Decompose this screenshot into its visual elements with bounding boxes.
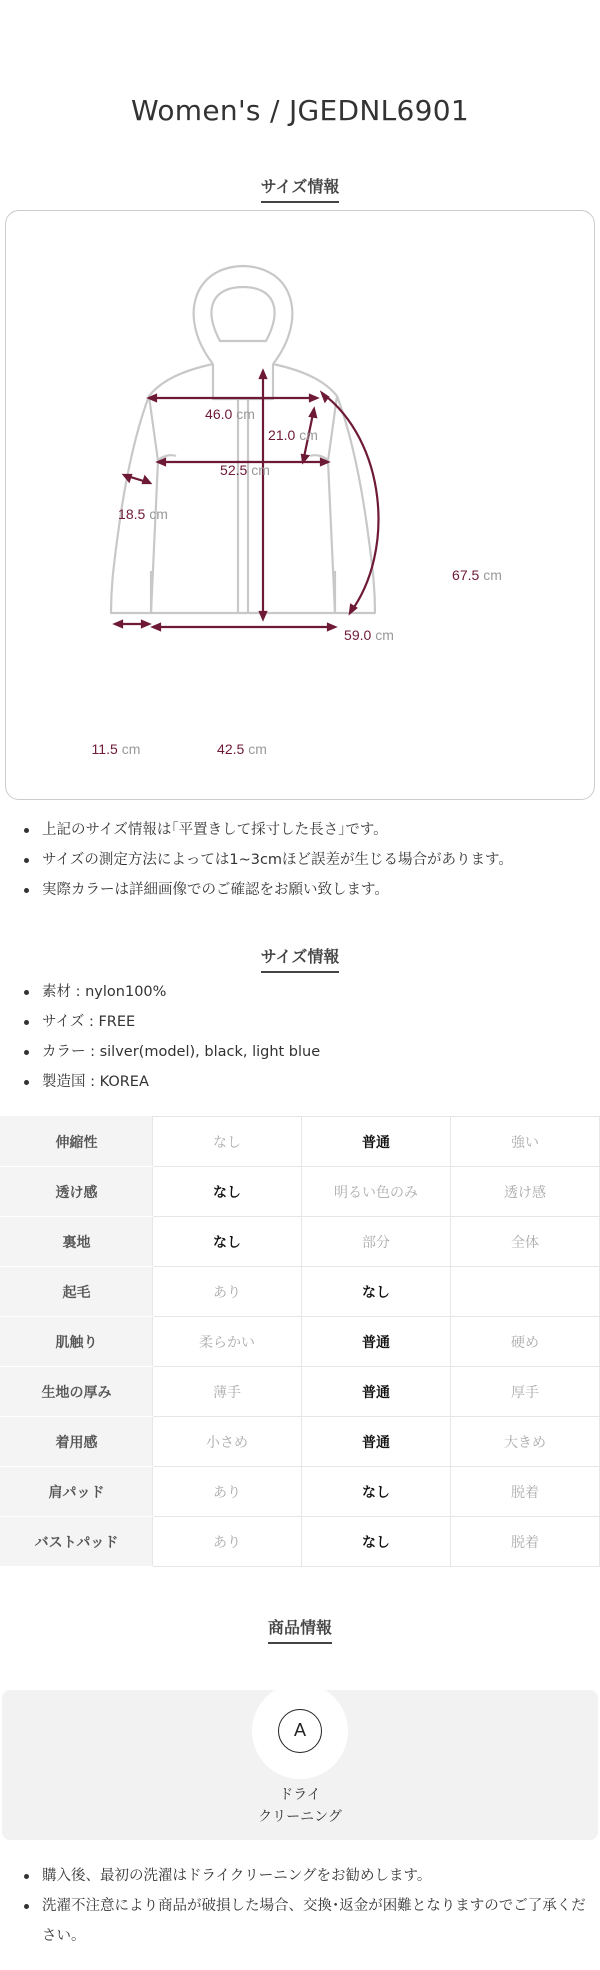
- spec-row-label: 透け感: [1, 1167, 153, 1217]
- material-item: カラー : silver(model), black, light blue: [16, 1037, 586, 1067]
- spec-option: あり: [153, 1517, 302, 1567]
- spec-row-label: 裏地: [1, 1217, 153, 1267]
- arrow-head: [260, 612, 266, 619]
- spec-option: 脱着: [451, 1517, 600, 1567]
- care-note: 洗濯不注意により商品が破損した場合、交換･返金が困難となりますのでご了承ください。: [16, 1891, 586, 1951]
- material-item: サイズ : FREE: [16, 1007, 586, 1037]
- spec-option: 硬め: [451, 1317, 600, 1367]
- spec-option: あり: [153, 1267, 302, 1317]
- care-label: ドライ クリーニング: [258, 1787, 342, 1825]
- spec-option-selected: なし: [302, 1267, 451, 1317]
- page-title: Women's / JGEDNL6901: [131, 94, 469, 127]
- arrow-head: [153, 624, 160, 630]
- size-note: サイズの測定方法によっては1~3cmほど誤差が生じる場合があります。: [16, 845, 586, 875]
- spec-option: あり: [153, 1467, 302, 1517]
- spec-row: [1, 1117, 600, 1167]
- shoulder-label: 46.0 cm: [205, 406, 255, 422]
- sleeve-width-label: 18.5 cm: [118, 506, 168, 522]
- arrow-head: [115, 621, 122, 627]
- spec-row: [1, 1217, 600, 1267]
- spec-row-label: バストパッド: [1, 1517, 153, 1567]
- size-diagram: [5, 210, 595, 800]
- spec-option-selected: 普通: [302, 1367, 451, 1417]
- spec-row: [1, 1417, 600, 1467]
- arrow-head: [310, 395, 317, 401]
- fabric-spec-table: [0, 1116, 600, 1567]
- spec-row-label: 伸縮性: [1, 1117, 153, 1167]
- product-info-heading: 商品情報: [0, 1615, 600, 1644]
- spec-row-label: 肩パッド: [1, 1467, 153, 1517]
- spec-row: [1, 1167, 600, 1217]
- spec-row: [1, 1317, 600, 1367]
- spec-option: [451, 1267, 600, 1317]
- spec-row: [1, 1367, 600, 1417]
- spec-row-label: 起毛: [1, 1267, 153, 1317]
- arrow-head: [350, 605, 356, 613]
- neck-depth-label: 21.0 cm: [268, 427, 318, 443]
- spec-option-selected: なし: [302, 1517, 451, 1567]
- spec-option-selected: 普通: [302, 1317, 451, 1367]
- arrow-head: [142, 621, 149, 627]
- chest-label: 52.5 cm: [220, 462, 270, 478]
- body-length-label: 59.0 cm: [344, 627, 394, 643]
- arrow-head: [143, 477, 150, 483]
- spec-option: 大きめ: [451, 1417, 600, 1467]
- spec-option-selected: なし: [153, 1167, 302, 1217]
- sleeve-length-label: 67.5 cm: [452, 567, 502, 583]
- spec-row: [1, 1267, 600, 1317]
- arrow-head: [124, 475, 131, 481]
- care-notes-list: [16, 1861, 586, 1951]
- spec-row-label: 着用感: [1, 1417, 153, 1467]
- arrow-head: [322, 393, 328, 401]
- spec-option: 厚手: [451, 1367, 600, 1417]
- spec-option: 薄手: [153, 1367, 302, 1417]
- spec-option-selected: 普通: [302, 1417, 451, 1467]
- size-note: 実際カラーは詳細画像でのご確認をお願い致します。: [16, 875, 586, 905]
- spec-option: 部分: [302, 1217, 451, 1267]
- spec-option: 柔らかい: [153, 1317, 302, 1367]
- spec-option: 脱着: [451, 1467, 600, 1517]
- spec-option: 透け感: [451, 1167, 600, 1217]
- jacket-outline: [111, 266, 375, 613]
- hem-label: 42.5 cm: [217, 741, 267, 757]
- spec-option: 強い: [451, 1117, 600, 1167]
- spec-option: なし: [153, 1117, 302, 1167]
- material-item: 製造国 : KOREA: [16, 1067, 586, 1097]
- spec-row-label: 肌触り: [1, 1317, 153, 1367]
- arrow-head: [260, 371, 266, 378]
- material-list: [16, 977, 586, 1097]
- spec-option-selected: なし: [302, 1467, 451, 1517]
- arrow-head: [328, 624, 335, 630]
- jacket-measure-diagram: [6, 211, 596, 801]
- spec-option: 全体: [451, 1217, 600, 1267]
- material-item: 素材 : nylon100%: [16, 977, 586, 1007]
- cuff-label: 11.5 cm: [91, 741, 141, 757]
- spec-row: [1, 1467, 600, 1517]
- spec-option-selected: なし: [153, 1217, 302, 1267]
- spec-option-selected: 普通: [302, 1117, 451, 1167]
- care-note: 購入後、最初の洗濯はドライクリーニングをお勧めします。: [16, 1861, 586, 1891]
- size-info-heading: サイズ情報: [0, 174, 600, 203]
- spec-row: [1, 1517, 600, 1567]
- spec-option: 小さめ: [153, 1417, 302, 1467]
- spec-row-label: 生地の厚み: [1, 1367, 153, 1417]
- spec-option: 明るい色のみ: [302, 1167, 451, 1217]
- size-note: 上記のサイズ情報は｢平置きして採寸した長さ｣です。: [16, 815, 586, 845]
- size-notes-list: [16, 815, 586, 905]
- dry-clean-icon: A: [278, 1709, 322, 1753]
- material-heading: サイズ情報: [0, 944, 600, 973]
- arrow-head: [310, 409, 316, 417]
